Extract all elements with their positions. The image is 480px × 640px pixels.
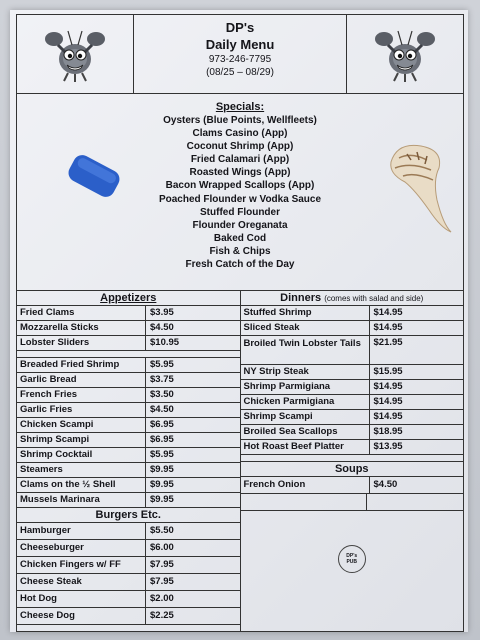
special-item: Coconut Shrimp (App) bbox=[186, 141, 294, 153]
special-item: Flounder Oreganata bbox=[192, 219, 288, 231]
item-name: French Onion bbox=[241, 477, 370, 493]
menu-row bbox=[17, 608, 240, 625]
item-price: $2.25 bbox=[150, 610, 174, 621]
item-name: Hot Roast Beef Platter bbox=[241, 440, 370, 454]
blank-row bbox=[241, 494, 464, 511]
item-name: Chicken Scampi bbox=[17, 418, 146, 432]
stamp-area bbox=[241, 511, 464, 631]
item-name: Steamers bbox=[17, 463, 146, 477]
item-name: Broiled Twin Lobster Tails bbox=[241, 336, 370, 364]
menu-dates: (08/25 – 08/29) bbox=[206, 67, 274, 78]
item-price: $6.95 bbox=[150, 434, 174, 445]
special-item: Fresh Catch of the Day bbox=[185, 259, 295, 271]
left-logo bbox=[17, 15, 134, 93]
sea-glass-object bbox=[63, 150, 125, 202]
item-price: $5.95 bbox=[150, 359, 174, 370]
menu-row bbox=[17, 493, 240, 508]
soups-heading: Soups bbox=[241, 462, 464, 477]
burgers-heading: Burgers Etc. bbox=[17, 508, 240, 523]
appetizers-heading: Appetizers bbox=[17, 291, 240, 306]
menu-row bbox=[17, 358, 240, 373]
item-price: $5.95 bbox=[150, 449, 174, 460]
item-name: Cheeseburger bbox=[17, 540, 146, 556]
menu-row bbox=[17, 463, 240, 478]
item-name: Breaded Fried Shrimp bbox=[17, 358, 146, 372]
item-name: Cheese Dog bbox=[17, 608, 146, 624]
pub-stamp-logo bbox=[338, 545, 366, 573]
seashell-object bbox=[385, 140, 457, 236]
menu-row bbox=[17, 591, 240, 608]
item-price: $3.95 bbox=[150, 307, 174, 318]
menu-row bbox=[241, 380, 464, 395]
menu-row bbox=[241, 395, 464, 410]
specials-title: Specials: bbox=[215, 101, 265, 113]
item-name: French Fries bbox=[17, 388, 146, 402]
menu-row bbox=[17, 478, 240, 493]
spacer-row bbox=[241, 455, 464, 462]
item-price: $14.95 bbox=[373, 381, 403, 392]
item-name: Clams on the ½ Shell bbox=[17, 478, 146, 492]
menu-row bbox=[17, 540, 240, 557]
item-price: $2.00 bbox=[150, 593, 174, 604]
special-item: Fried Calamari (App) bbox=[190, 154, 290, 166]
special-item: Bacon Wrapped Scallops (App) bbox=[165, 180, 315, 192]
menu-row bbox=[241, 321, 464, 336]
menu-row bbox=[241, 410, 464, 425]
item-name: Fried Clams bbox=[17, 306, 146, 320]
item-price: $4.50 bbox=[150, 322, 174, 333]
spacer-row bbox=[17, 351, 240, 358]
item-price: $3.75 bbox=[150, 374, 174, 385]
menu-title: Daily Menu bbox=[205, 37, 275, 52]
item-name: Cheese Steak bbox=[17, 574, 146, 590]
item-price: $3.50 bbox=[150, 389, 174, 400]
item-name: Shrimp Scampi bbox=[17, 433, 146, 447]
item-name: Shrimp Scampi bbox=[241, 410, 370, 424]
item-name: Hamburger bbox=[17, 523, 146, 539]
menu-row bbox=[17, 321, 240, 336]
item-price: $7.95 bbox=[150, 559, 174, 570]
special-item: Stuffed Flounder bbox=[200, 206, 280, 218]
menu-row bbox=[17, 418, 240, 433]
header-text bbox=[134, 15, 346, 93]
item-price: $10.95 bbox=[150, 337, 180, 348]
item-name: Garlic Fries bbox=[17, 403, 146, 417]
left-column bbox=[17, 291, 241, 631]
menu-row bbox=[17, 448, 240, 463]
menu-grid bbox=[17, 291, 463, 631]
menu-table bbox=[16, 14, 464, 632]
menu-header bbox=[17, 15, 463, 94]
stamp-text: DP's PUB bbox=[346, 553, 358, 565]
menu-row bbox=[17, 557, 240, 574]
menu-row bbox=[17, 403, 240, 418]
lobster-icon bbox=[374, 25, 436, 83]
item-name: Shrimp Parmigiana bbox=[241, 380, 370, 394]
menu-row bbox=[17, 433, 240, 448]
phone-number: 973-246-7795 bbox=[208, 54, 272, 65]
item-name: Broiled Sea Scallops bbox=[241, 425, 370, 439]
special-item: Fish & Chips bbox=[209, 245, 271, 257]
lobster-icon bbox=[44, 25, 106, 83]
menu-row bbox=[17, 336, 240, 351]
appetizers-list bbox=[17, 306, 240, 508]
item-name: Lobster Sliders bbox=[17, 336, 146, 350]
dinners-list bbox=[241, 306, 464, 455]
item-name: Mozzarella Sticks bbox=[17, 321, 146, 335]
menu-row bbox=[241, 336, 464, 365]
menu-row bbox=[241, 365, 464, 380]
special-item: Clams Casino (App) bbox=[192, 128, 288, 140]
menu-row bbox=[17, 574, 240, 591]
menu-row bbox=[241, 440, 464, 455]
item-price: $4.50 bbox=[373, 479, 398, 490]
item-price: $4.50 bbox=[150, 404, 174, 415]
soups-list bbox=[241, 477, 464, 494]
dinners-heading: Dinners (comes with salad and side) bbox=[241, 291, 464, 306]
restaurant-name: DP's bbox=[225, 20, 255, 35]
item-price: $6.00 bbox=[150, 542, 174, 553]
item-price: $14.95 bbox=[373, 411, 403, 422]
item-name: Mussels Marinara bbox=[17, 493, 146, 507]
special-item: Oysters (Blue Points, Wellfleets) bbox=[163, 115, 317, 126]
special-item: Baked Cod bbox=[213, 232, 267, 244]
item-price: $9.95 bbox=[150, 494, 174, 505]
item-name: Shrimp Cocktail bbox=[17, 448, 146, 462]
item-price: $7.95 bbox=[150, 576, 174, 587]
item-price: $6.95 bbox=[150, 419, 174, 430]
menu-row bbox=[17, 373, 240, 388]
right-logo bbox=[346, 15, 463, 93]
item-name: Garlic Bread bbox=[17, 373, 146, 387]
special-item: Roasted Wings (App) bbox=[189, 167, 291, 179]
item-price: $14.95 bbox=[373, 396, 403, 407]
item-price: $5.50 bbox=[150, 525, 174, 536]
menu-row bbox=[241, 477, 464, 494]
item-price: $13.95 bbox=[373, 441, 403, 452]
item-price: $18.95 bbox=[373, 426, 403, 437]
menu-row bbox=[17, 523, 240, 540]
item-price: $14.95 bbox=[373, 322, 403, 333]
burgers-list bbox=[17, 523, 240, 625]
item-price: $15.95 bbox=[373, 366, 403, 377]
menu-paper bbox=[10, 10, 468, 632]
item-name: Sliced Steak bbox=[241, 321, 370, 335]
item-price: $9.95 bbox=[150, 464, 174, 475]
item-name: Stuffed Shrimp bbox=[241, 306, 370, 320]
menu-row bbox=[17, 306, 240, 321]
menu-row bbox=[17, 388, 240, 403]
item-name: NY Strip Steak bbox=[241, 365, 370, 379]
item-name: Hot Dog bbox=[17, 591, 146, 607]
special-item: Poached Flounder w Vodka Sauce bbox=[158, 193, 322, 205]
item-price: $14.95 bbox=[373, 307, 403, 318]
menu-row bbox=[241, 425, 464, 440]
item-price: $9.95 bbox=[150, 479, 174, 490]
menu-row bbox=[241, 306, 464, 321]
item-price: $21.95 bbox=[373, 337, 403, 348]
right-column bbox=[241, 291, 464, 631]
item-name: Chicken Fingers w/ FF bbox=[17, 557, 146, 573]
specials-section bbox=[17, 94, 463, 291]
item-name: Chicken Parmigiana bbox=[241, 395, 370, 409]
